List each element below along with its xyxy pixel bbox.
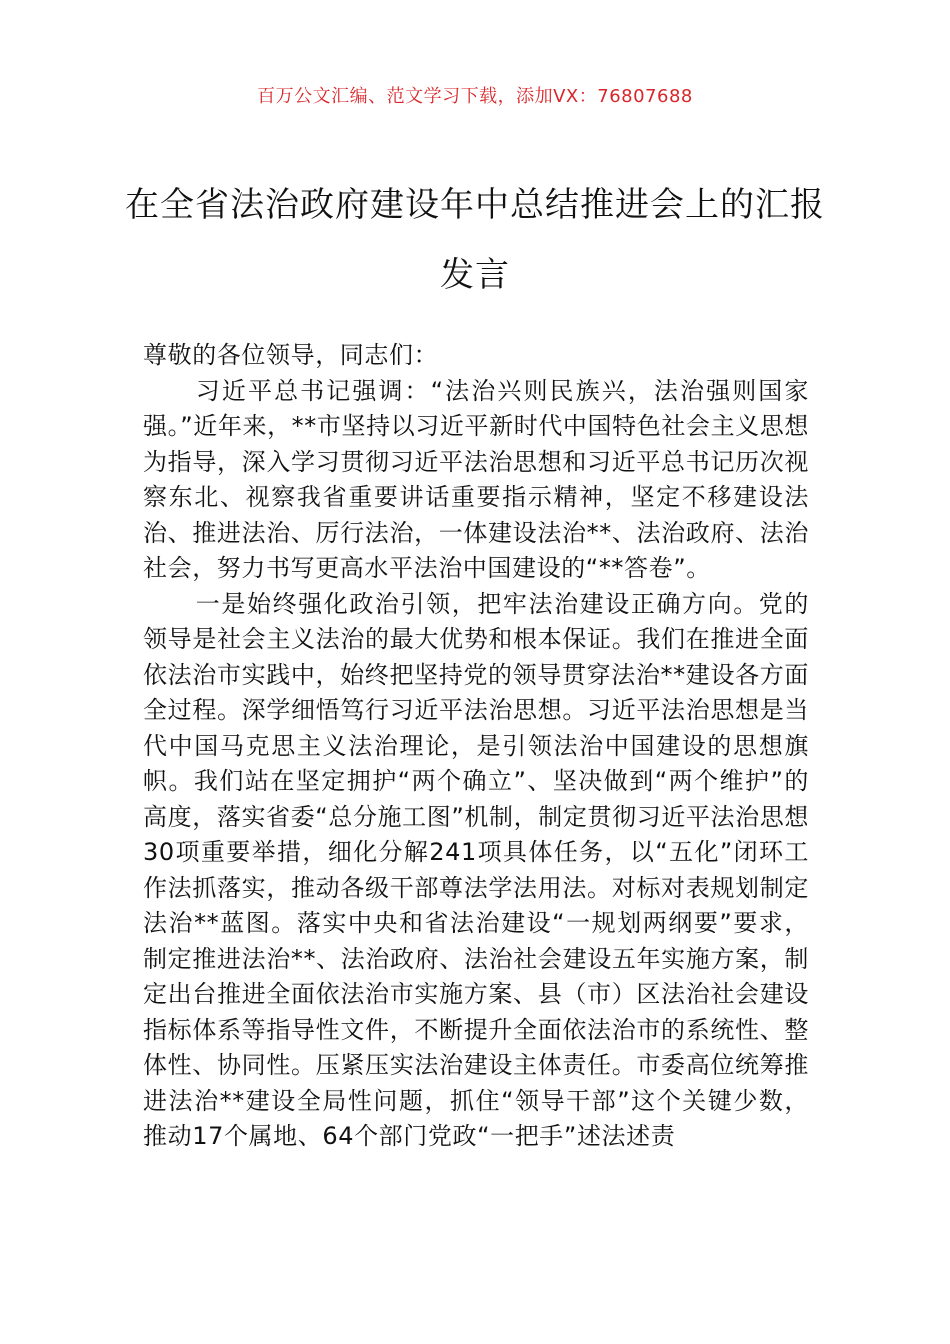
header-note: 百万公文汇编、范文学习下载，添加VX：76807688 <box>257 86 693 107</box>
document-body <box>143 338 809 1155</box>
paragraph-intro: 习近平总书记强调：“法治兴则民族兴，法治强则国家强。”近年来，**市坚持以习近平新时代中国特色社会主义思想为指导，深入学习贯彻习近平法治思想和习近平总书记历次视察东北、视察我省重要讲话重要指示精神，坚定不移建设法治、推进法治、厉行法治，一体建设法治**、法治政府、法治社会，努力书写更高水平法治中国建设的“**答卷”。 <box>143 376 809 582</box>
paragraph-section-one: 一是始终强化政治引领，把牢法治建设正确方向。党的领导是社会主义法治的最大优势和根本保证。我们在推进全面依法治市实践中，始终把坚持党的领导贯穿法治**建设各方面全过程。深学细悟笃行习近平法治思想。习近平法治思想是当代中国马克思主义法治理论，是引领法治中国建设的思想旗帜。我们站在坚定拥护“两个确立”、坚决做到“两个维护”的高度，落实省委“总分施工图”机制，制定贯彻习近平法治思想30项重要举措，细化分解241项具体任务，以“五化”闭环工作法抓落实，推动各级干部尊法学法用法。对标对表规划制定法治**蓝图。落实中央和省法治建设“一规划两纲要”要求，制定推进法治**、法治政府、法治社会建设五年实施方案，制定出台推进全面依法治市实施方案、县（市）区法治社会建设指标体系等指导性文件，不断提升全面依法治市的系统性、整体性、协同性。压紧压实法治建设主体责任。市委高位统筹推进法治**建设全局性问题，抓住“领导干部”这个关键少数，推动17个属地、64个部门党政“一把手”述法述责 <box>143 589 809 1150</box>
greeting: 尊敬的各位领导，同志们： <box>143 341 439 369</box>
document-title: 在全省法治政府建设年中总结推进会上的汇报发言 <box>125 185 825 295</box>
